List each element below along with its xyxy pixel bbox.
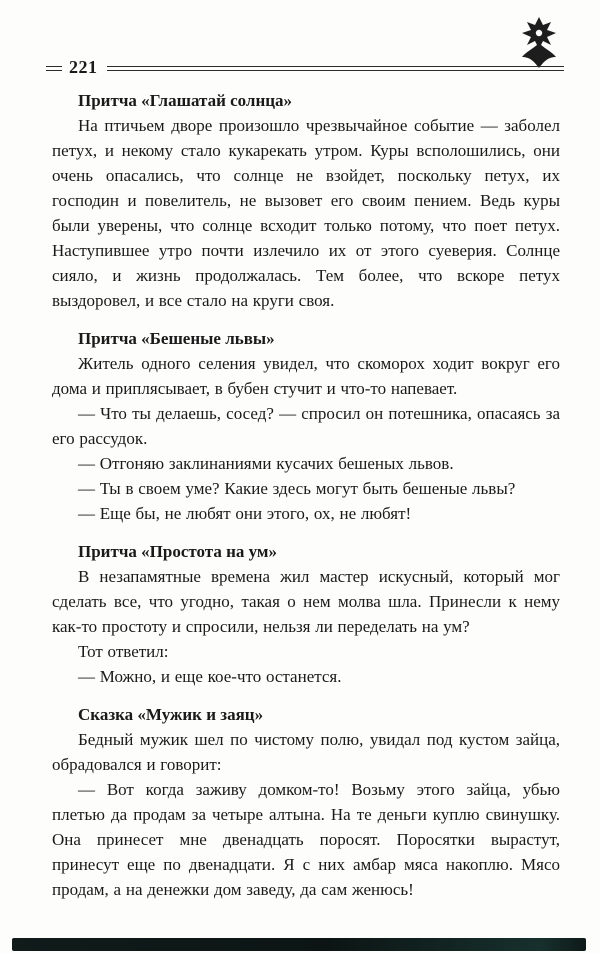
- paragraph: — Можно, и еще кое-что останется.: [78, 667, 342, 686]
- header-rule-dash: [46, 66, 62, 71]
- section-heading: Притча «Простота на ум»: [78, 542, 277, 561]
- paragraph: — Ты в своем уме? Какие здесь могут быть бешеные львы?: [78, 479, 516, 498]
- page-header: [0, 0, 600, 82]
- paragraph: — Вот когда заживу домком-то! Возьму этого зайца, убью плетью да продам за четыре алтына. На те деньги куплю свинушку. Она принесет мне двенадцать поросят. Поросятки вырастут, принесут еще по двенадцати. Я с них амбар мяса накоплю. Мясо продам, а на денежки дом заведу, да сам женюсь!: [52, 780, 560, 899]
- section-muzhik-i-zayats: [52, 702, 560, 902]
- section-glashatai-solntsa: [52, 88, 560, 313]
- section-heading: Сказка «Мужик и заяц»: [78, 705, 264, 724]
- paragraph: Тот ответил:: [78, 642, 169, 661]
- section-prostota-na-um: [52, 539, 560, 689]
- scan-artifact-bar: [12, 938, 586, 951]
- paragraph: — Отгоняю заклинаниями кусачих бешеных львов.: [78, 454, 454, 473]
- paragraph: На птичьем дворе произошло чрезвычайное событие — заболел петух, и некому стало кукарекать утром. Куры всполошились, они очень опасались, что солнце не взойдет, поскольку петух, их господин и повелитель, не вызовет его своим пением. Ведь куры были уверены, что солнце всходит только потому, что поет петух. Наступившее утро почти излечило их от этого суеверия. Солнце сияло, и жизнь продолжалась. Тем более, что вскоре петух выздоровел, и все стало на круги своя.: [52, 116, 560, 310]
- section-beshenye-lvy: [52, 326, 560, 526]
- page-content: [0, 82, 600, 902]
- header-rule-line: [107, 66, 565, 71]
- header-rule: [46, 58, 564, 79]
- paragraph: — Еще бы, не любят они этого, ох, не любят!: [78, 504, 412, 523]
- paragraph: Бедный мужик шел по чистому полю, увидал под кустом зайца, обрадовался и говорит:: [52, 730, 560, 774]
- page-number: 221: [69, 57, 98, 77]
- section-heading: Притча «Бешеные львы»: [78, 329, 275, 348]
- section-heading: Притча «Глашатай солнца»: [78, 91, 293, 110]
- paragraph: Житель одного селения увидел, что скоморох ходит вокруг его дома и приплясывает, в бубен стучит и что-то напевает.: [52, 354, 560, 398]
- paragraph: — Что ты делаешь, сосед? — спросил он потешника, опасаясь за его рассудок.: [52, 404, 560, 448]
- paragraph: В незапамятные времена жил мастер искусный, который мог сделать все, что угодно, такая о нем молва шла. Принесли к нему как-то простоту и спросили, нельзя ли переделать на ум?: [52, 567, 560, 636]
